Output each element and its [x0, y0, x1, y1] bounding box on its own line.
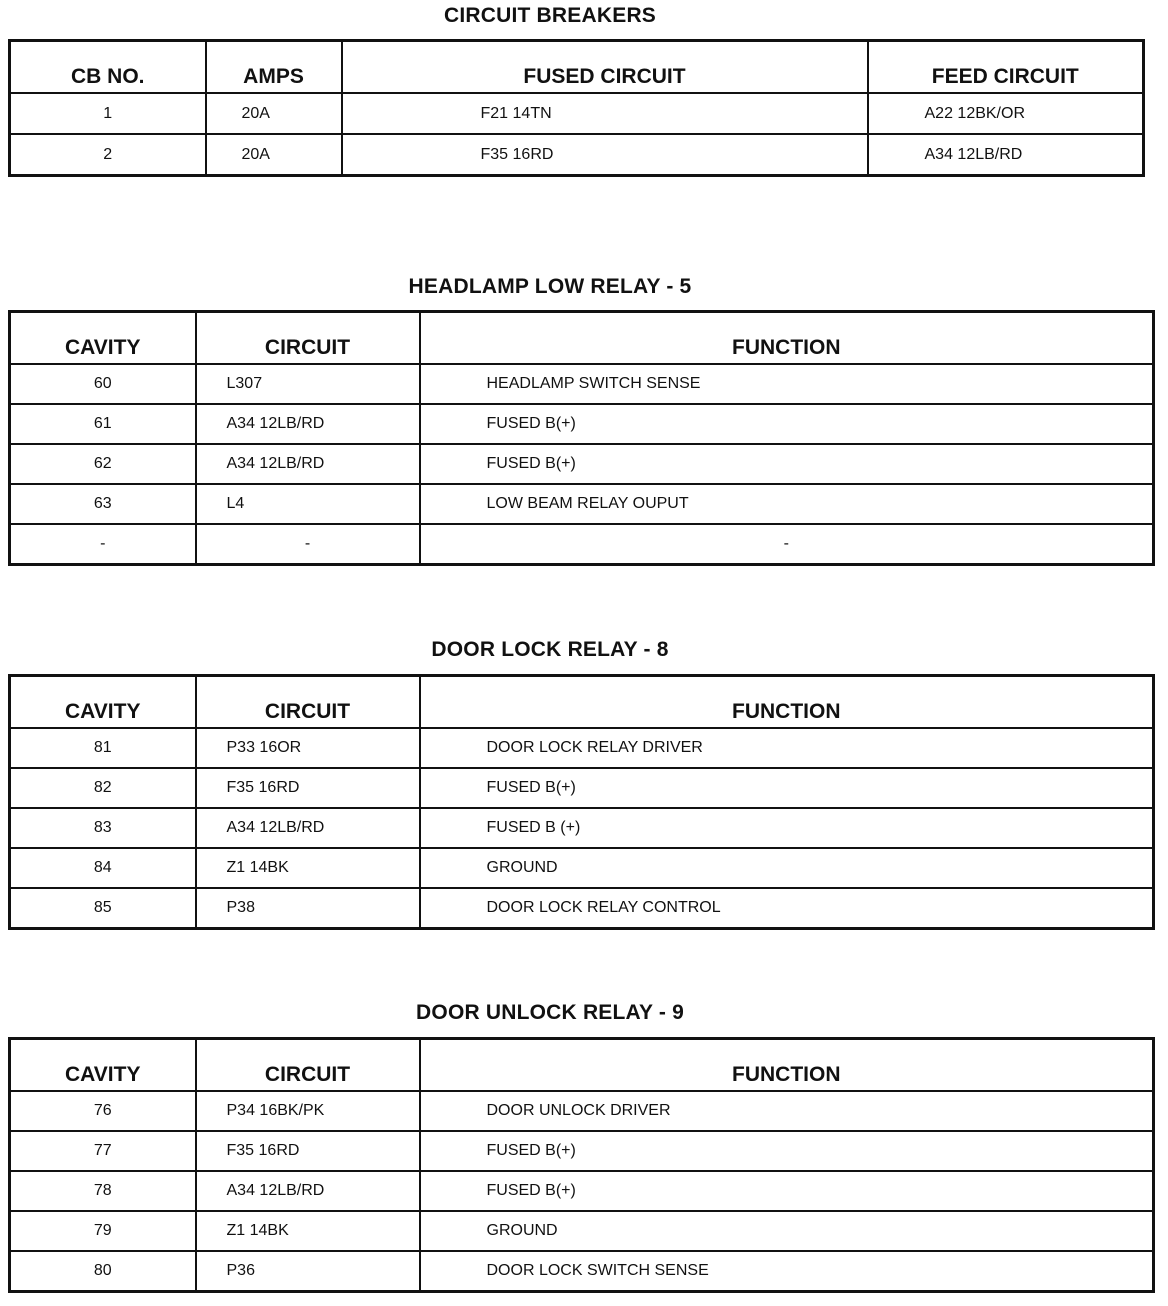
- circuit-cell: L307: [196, 364, 420, 404]
- cavity-cell: 76: [10, 1091, 196, 1131]
- cavity-cell: 62: [10, 444, 196, 484]
- function-cell: LOW BEAM RELAY OUPUT: [420, 484, 1154, 524]
- cavity-cell: 61: [10, 404, 196, 444]
- table-row: [10, 1131, 1154, 1171]
- function-cell: FUSED B(+): [420, 1171, 1154, 1211]
- circuit-breakers-title: CIRCUIT BREAKERS: [443, 4, 657, 27]
- circuit-cell: F35 16RD: [196, 768, 420, 808]
- cavity-cell: 81: [10, 728, 196, 768]
- circuit-cell: F35 16RD: [196, 1131, 420, 1171]
- cavity-cell: 85: [10, 888, 196, 929]
- column-header: CAVITY: [10, 1039, 196, 1092]
- table-row: [10, 1211, 1154, 1251]
- cavity-cell: 60: [10, 364, 196, 404]
- door-unlock-relay-table: [8, 1037, 1155, 1293]
- table-row: [10, 768, 1154, 808]
- headlamp-low-relay-table: [8, 310, 1155, 566]
- cavity-cell: 63: [10, 484, 196, 524]
- feed-circuit-cell: A22 12BK/OR: [868, 93, 1144, 134]
- column-header: FEED CIRCUIT: [868, 41, 1144, 94]
- table-header-row: [10, 312, 1154, 365]
- column-header: FUNCTION: [420, 1039, 1154, 1092]
- column-header: AMPS: [206, 41, 342, 94]
- table-row: [10, 93, 1144, 134]
- table-row: [10, 1091, 1154, 1131]
- function-cell: FUSED B(+): [420, 1131, 1154, 1171]
- cavity-cell: 79: [10, 1211, 196, 1251]
- function-cell: FUSED B(+): [420, 444, 1154, 484]
- circuit-cell: P36: [196, 1251, 420, 1292]
- cavity-cell: 77: [10, 1131, 196, 1171]
- function-cell: DOOR LOCK RELAY DRIVER: [420, 728, 1154, 768]
- function-cell: DOOR LOCK SWITCH SENSE: [420, 1251, 1154, 1292]
- table-row: [10, 808, 1154, 848]
- function-cell: GROUND: [420, 1211, 1154, 1251]
- circuit-cell: A34 12LB/RD: [196, 444, 420, 484]
- cavity-cell: 78: [10, 1171, 196, 1211]
- column-header: CIRCUIT: [196, 676, 420, 729]
- function-cell: HEADLAMP SWITCH SENSE: [420, 364, 1154, 404]
- fused-circuit-cell: F21 14TN: [342, 93, 868, 134]
- circuit-cell: P34 16BK/PK: [196, 1091, 420, 1131]
- fused-circuit-cell: F35 16RD: [342, 134, 868, 176]
- function-cell: DOOR LOCK RELAY CONTROL: [420, 888, 1154, 929]
- cb-number-cell: 2: [10, 134, 206, 176]
- table-row: [10, 364, 1154, 404]
- cavity-cell: -: [10, 524, 196, 565]
- circuit-cell: -: [196, 524, 420, 565]
- table-header-row: [10, 41, 1144, 94]
- table-row: [10, 484, 1154, 524]
- table-row: [10, 134, 1144, 176]
- door-lock-relay-title: DOOR LOCK RELAY - 8: [431, 638, 669, 661]
- table-row: [10, 728, 1154, 768]
- column-header: CB NO.: [10, 41, 206, 94]
- table-header-row: [10, 1039, 1154, 1092]
- table-row: [10, 1171, 1154, 1211]
- amps-cell: 20A: [206, 134, 342, 176]
- table-row: [10, 888, 1154, 929]
- amps-cell: 20A: [206, 93, 342, 134]
- cavity-cell: 83: [10, 808, 196, 848]
- circuit-cell: Z1 14BK: [196, 848, 420, 888]
- cb-number-cell: 1: [10, 93, 206, 134]
- function-cell: -: [420, 524, 1154, 565]
- column-header: FUNCTION: [420, 312, 1154, 365]
- cavity-cell: 82: [10, 768, 196, 808]
- table-row: [10, 524, 1154, 565]
- door-lock-relay-table: [8, 674, 1155, 930]
- circuit-cell: Z1 14BK: [196, 1211, 420, 1251]
- table-row: [10, 444, 1154, 484]
- function-cell: FUSED B (+): [420, 808, 1154, 848]
- column-header: FUSED CIRCUIT: [342, 41, 868, 94]
- circuit-cell: L4: [196, 484, 420, 524]
- table-row: [10, 1251, 1154, 1292]
- circuit-cell: A34 12LB/RD: [196, 808, 420, 848]
- feed-circuit-cell: A34 12LB/RD: [868, 134, 1144, 176]
- circuit-cell: A34 12LB/RD: [196, 1171, 420, 1211]
- headlamp-low-relay-title: HEADLAMP LOW RELAY - 5: [408, 275, 692, 298]
- table-header-row: [10, 676, 1154, 729]
- circuit-cell: P33 16OR: [196, 728, 420, 768]
- column-header: FUNCTION: [420, 676, 1154, 729]
- function-cell: FUSED B(+): [420, 404, 1154, 444]
- table-row: [10, 404, 1154, 444]
- door-unlock-relay-title: DOOR UNLOCK RELAY - 9: [416, 1001, 684, 1024]
- cavity-cell: 80: [10, 1251, 196, 1292]
- circuit-breakers-table: [8, 39, 1145, 177]
- function-cell: FUSED B(+): [420, 768, 1154, 808]
- function-cell: DOOR UNLOCK DRIVER: [420, 1091, 1154, 1131]
- column-header: CAVITY: [10, 676, 196, 729]
- column-header: CIRCUIT: [196, 312, 420, 365]
- function-cell: GROUND: [420, 848, 1154, 888]
- circuit-cell: P38: [196, 888, 420, 929]
- cavity-cell: 84: [10, 848, 196, 888]
- column-header: CIRCUIT: [196, 1039, 420, 1092]
- table-row: [10, 848, 1154, 888]
- circuit-cell: A34 12LB/RD: [196, 404, 420, 444]
- column-header: CAVITY: [10, 312, 196, 365]
